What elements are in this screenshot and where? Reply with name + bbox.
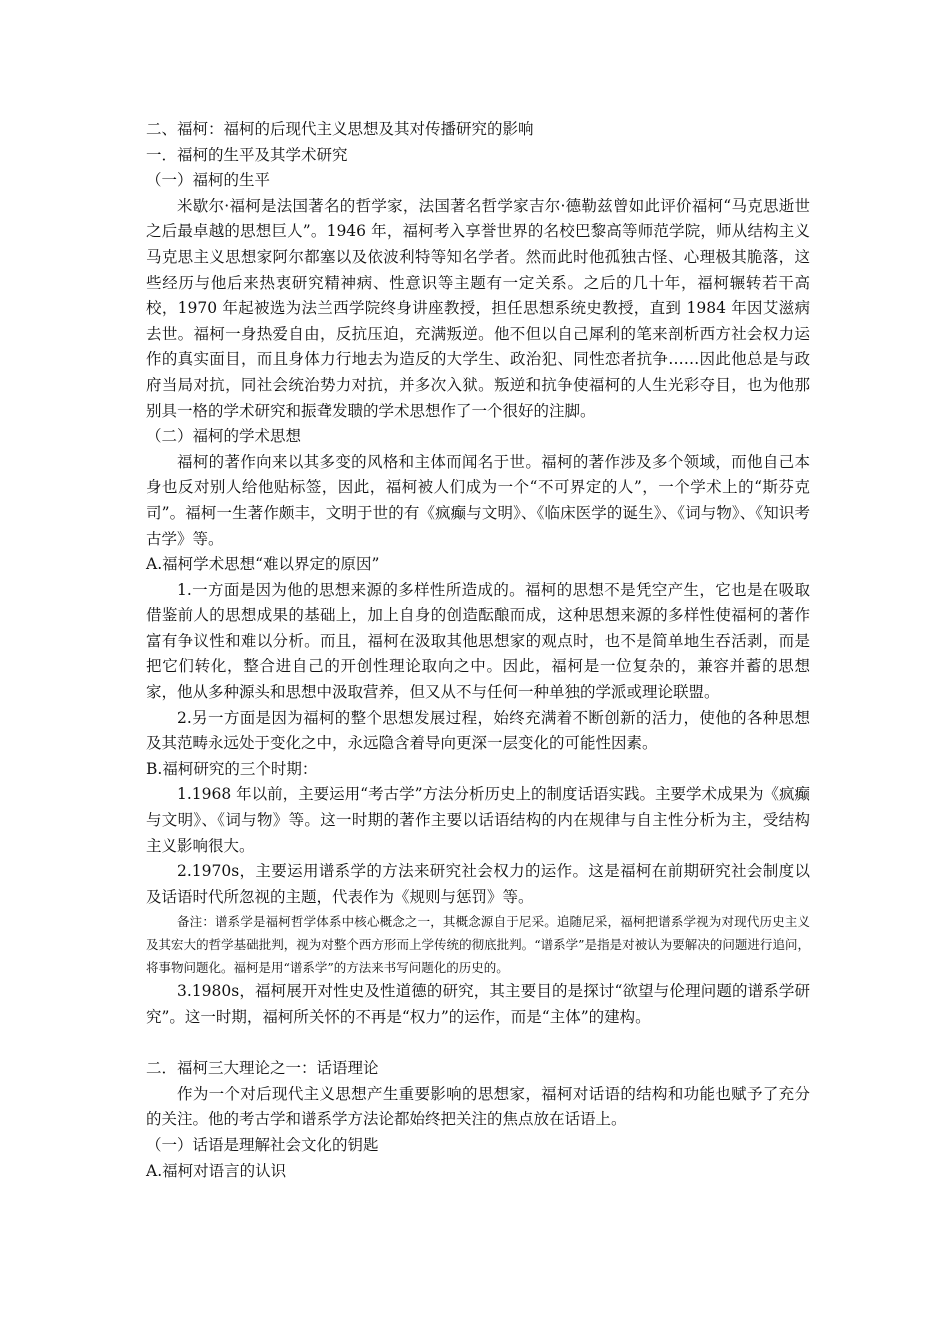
section-1-title: 一．福柯的生平及其学术研究 [146, 145, 348, 164]
document-page [146, 117, 810, 1184]
section-1-2-title: （二）福柯的学术思想 [146, 427, 302, 446]
genealogy-note: 备注：谱系学是福柯哲学体系中核心概念之一，其概念源自于尼采。追随尼采，福柯把谱系学视为对现代历史主义及其宏大的哲学基础批判，视为对整个西方形而上学传统的彻底批判。“谱系学”是指是对被认为要解决的问题进行追问，将事物问题化。福柯是用“谱系学”的方法来书写问题化的历史的。 [146, 914, 810, 976]
subsection-b-title: B.福柯研究的三个时期： [146, 759, 318, 778]
subsection-a-paragraph-1: 1.一方面是因为他的思想来源的多样性所造成的。福柯的思想不是凭空产生，它也是在吸取借鉴前人的思想成果的基础上，加上自身的创造酝酿而成，这种思想来源的多样性使福柯的著作富有争议性和难以分析。而且，福柯在汲取其他思想家的观点时，也不是简单地生吞活剥，而是把它们转化，整合进自己的开创性理论取向之中。因此，福柯是一位复杂的，兼容并蓄的思想家，他从多种源头和思想中汲取营养，但又从不与任何一种单独的学派或理论联盟。 [146, 580, 810, 702]
section-2-1-title: （一）话语是理解社会文化的钥匙 [146, 1135, 379, 1154]
subsection-a-title: A.福柯学术思想“难以界定的原因” [146, 555, 380, 574]
section-1-1-paragraph: 米歇尔·福柯是法国著名的哲学家，法国著名哲学家吉尔·德勒兹曾如此评价福柯“马克思逝世之后最卓越的思想巨人”。1946 年，福柯考入享誉世界的名校巴黎高等师范学院，师从结构主义马克思主义思想家阿尔都塞以及依波利特等知名学者。然而此时他孤独古怪、心理极其脆落，这些经历与他后来热衷研究精神病、性意识等主题有一定关系。之后的几十年，福柯辗转若干高校，1970 年起被选为法兰西学院终身讲座教授，担任思想系统史教授，直到 1984 年因艾滋病去世。福柯一身热爱自由，反抗压迫，充满叛逆。他不但以自己犀利的笔来剖析西方社会权力运作的真实面目，而且身体力行地去为造反的大学生、政治犯、同性恋者抗争……因此他总是与政府当局对抗，同社会统治势力对抗，并多次入狱。叛逆和抗争使福柯的人生光彩夺目，也为他那别具一格的学术研究和振聋发聩的学术思想作了一个很好的注脚。 [146, 196, 810, 420]
subsection-a-paragraph-2: 2.另一方面是因为福柯的整个思想发展过程，始终充满着不断创新的活力，使他的各种思想及其范畴永远处于变化之中，永远隐含着导向更深一层变化的可能性因素。 [146, 708, 810, 753]
subsection-b-paragraph-1: 1.1968 年以前，主要运用“考古学”方法分析历史上的制度话语实践。主要学术成果为《疯癫与文明》、《词与物》等。这一时期的著作主要以话语结构的内在规律与自主性分析为主，受结构主义影响很大。 [146, 785, 811, 855]
document-title: 二、福柯：福柯的后现代主义思想及其对传播研究的影响 [146, 120, 534, 138]
section-1-1-title: （一）福柯的生平 [146, 171, 271, 190]
section-1-2-paragraph: 福柯的著作向来以其多变的风格和主体而闻名于世。福柯的著作涉及多个领域，而他自己本身也反对别人给他贴标签，因此，福柯被人们成为一个“不可界定的人”，一个学术上的“斯芬克司”。福柯一生著作颇丰，文明于世的有《疯癫与文明》、《临床医学的诞生》、《词与物》、《知识考古学》等。 [146, 452, 810, 548]
subsection-b-paragraph-3: 3.1980s，福柯展开对性史及性道德的研究，其主要目的是探讨“欲望与伦理问题的谱系学研究”。这一时期，福柯所关怀的不再是“权力”的运作，而是“主体”的建构。 [146, 982, 810, 1026]
blank-line [146, 1031, 810, 1057]
section-2-paragraph: 作为一个对后现代主义思想产生重要影响的思想家，福柯对话语的结构和功能也赋予了充分的关注。他的考古学和谱系学方法论都始终把关注的焦点放在话语上。 [146, 1084, 810, 1129]
section-2-title: 二．福柯三大理论之一：话语理论 [146, 1059, 379, 1078]
section-2-1-a-title: A.福柯对语言的认识 [146, 1161, 287, 1180]
subsection-b-paragraph-2: 2.1970s，主要运用谱系学的方法来研究社会权力的运作。这是福柯在前期研究社会制度以及话语时代所忽视的主题，代表作为《规则与惩罚》等。 [146, 862, 810, 906]
